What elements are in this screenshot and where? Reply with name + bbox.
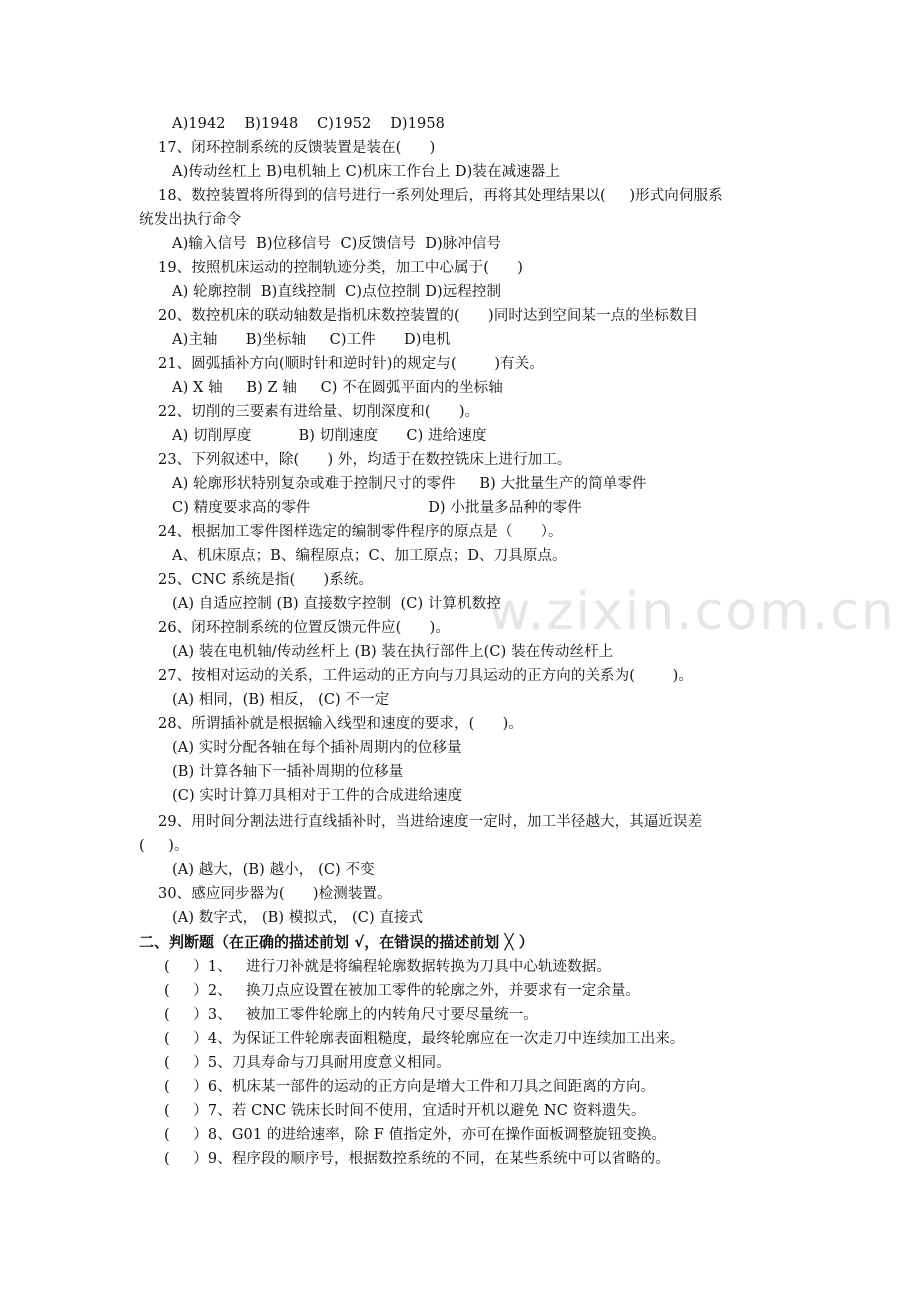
- q23-options-cd: C) 精度要求高的零件 D) 小批量多品种的零件: [172, 500, 582, 516]
- q18-question-cont: 统发出执行命令: [139, 212, 242, 228]
- tf-item-4: ( ）4、为保证工件轮廓表面粗糙度，最终轮廓应在一次走刀中连续加工出来。: [164, 1031, 685, 1047]
- q28-option-b: (B) 计算各轴下一插补周期的位移量: [172, 764, 404, 780]
- q30-question: 30、感应同步器为( )检测装置。: [158, 886, 392, 902]
- q19-options: A) 轮廓控制 B)直线控制 C)点位控制 D)远程控制: [172, 284, 502, 300]
- q17-options: A)传动丝杠上 B)电机轴上 C)机床工作台上 D)装在减速器上: [172, 164, 560, 180]
- q27-options: (A) 相同，(B) 相反， (C) 不一定: [172, 692, 390, 708]
- tf-item-9: ( ）9、程序段的顺序号，根据数控系统的不同，在某些系统中可以省略的。: [164, 1151, 670, 1167]
- q22-question: 22、切削的三要素有进给量、切削深度和( )。: [158, 404, 480, 420]
- q24-question: 24、根据加工零件图样选定的编制零件程序的原点是（ ）。: [158, 524, 563, 540]
- q23-question: 23、下列叙述中，除( ) 外，均适于在数控铣床上进行加工。: [158, 452, 572, 468]
- tf-item-5: ( ）5、刀具寿命与刀具耐用度意义相同。: [164, 1055, 451, 1071]
- tf-item-2: ( ）2、 换刀点应设置在被加工零件的轮廓之外，并要求有一定余量。: [164, 983, 641, 999]
- section-heading-judgement: 二、判断题（在正确的描述前划 √，在错误的描述前划 ╳ ）: [139, 933, 534, 951]
- tf-item-6: ( ）6、机床某一部件的运动的正方向是增大工件和刀具之间距离的方向。: [164, 1079, 656, 1095]
- q22-options: A) 切削厚度 B) 切削速度 C) 进给速度: [172, 428, 487, 444]
- tf-item-1: ( ）1、 进行刀补就是将编程轮廓数据转换为刀具中心轨迹数据。: [164, 959, 611, 975]
- q20-options: A)主轴 B)坐标轴 C)工件 D)电机: [172, 332, 451, 348]
- q17-question: 17、闭环控制系统的反馈装置是装在( ): [158, 140, 436, 156]
- q26-question: 26、闭环控制系统的位置反馈元件应( )。: [158, 620, 451, 636]
- q30-options: (A) 数字式， (B) 模拟式， (C) 直接式: [172, 910, 424, 926]
- q21-question: 21、圆弧插补方向(顺时针和逆时针)的规定与( )有关。: [158, 356, 544, 372]
- q25-question: 25、CNC 系统是指( )系统。: [158, 572, 374, 588]
- q29-question-cont: ( )。: [139, 838, 189, 854]
- tf-item-8: ( ）8、G01 的进给速率，除 F 值指定外，亦可在操作面板调整旋钮变换。: [164, 1127, 667, 1143]
- q16-options: A)1942 B)1948 C)1952 D)1958: [172, 116, 445, 132]
- q29-options: (A) 越大，(B) 越小， (C) 不变: [172, 862, 375, 878]
- q28-option-a: (A) 实时分配各轴在每个插补周期内的位移量: [172, 740, 462, 756]
- q26-options: (A) 装在电机轴/传动丝杆上 (B) 装在执行部件上(C) 装在传动丝杆上: [172, 644, 614, 660]
- q28-option-c: (C) 实时计算刀具相对于工件的合成进给速度: [172, 788, 463, 804]
- q29-question: 29、用时间分割法进行直线插补时，当进给速度一定时，加工半径越大，其逼近误差: [158, 814, 703, 830]
- q27-question: 27、按相对运动的关系，工件运动的正方向与刀具运动的正方向的关系为( )。: [158, 668, 694, 684]
- q25-options: (A) 自适应控制 (B) 直接数字控制 (C) 计算机数控: [172, 596, 501, 612]
- q21-options: A) X 轴 B) Z 轴 C) 不在圆弧平面内的坐标轴: [172, 380, 503, 396]
- tf-item-7: ( ）7、若 CNC 铣床长时间不使用，宜适时开机以避免 NC 资料遗失。: [164, 1103, 646, 1119]
- q18-question: 18、数控装置将所得到的信号进行一系列处理后，再将其处理结果以( )形式向伺服系: [158, 188, 723, 204]
- q18-options: A)输入信号 B)位移信号 C)反馈信号 D)脉冲信号: [172, 236, 502, 252]
- q19-question: 19、按照机床运动的控制轨迹分类，加工中心属于( ): [158, 260, 524, 276]
- watermark: w.zixin.com.cn: [488, 582, 896, 642]
- q24-options: A、机床原点；B、编程原点；C、加工原点；D、刀具原点。: [172, 548, 567, 564]
- tf-item-3: ( ）3、 被加工零件轮廓上的内转角尺寸要尽量统一。: [164, 1007, 538, 1023]
- q23-options-ab: A) 轮廓形状特别复杂或难于控制尺寸的零件 B) 大批量生产的简单零件: [172, 476, 647, 492]
- q28-question: 28、所谓插补就是根据输入线型和速度的要求，( )。: [158, 716, 524, 732]
- q20-question: 20、数控机床的联动轴数是指机床数控装置的( )同时达到空间某一点的坐标数目: [158, 308, 699, 324]
